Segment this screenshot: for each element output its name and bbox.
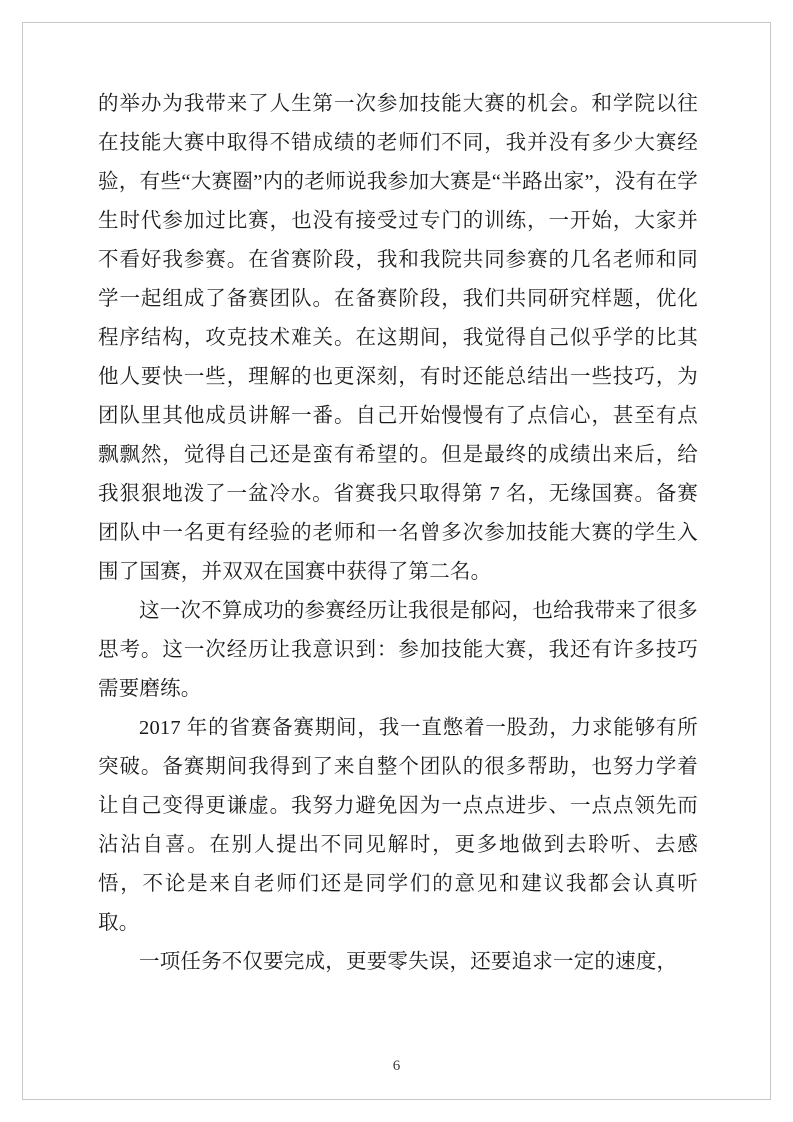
page-number: 6: [392, 1058, 401, 1074]
page-content: [98, 85, 698, 982]
paragraph-3: 2017 年的省赛备赛期间，我一直憋着一股劲，力求能够有所突破。备赛期间我得到了来自整个团队的很多帮助，也努力学着让自己变得更谦虚。我努力避免因为一点点进步、一点点领先而沾沾自喜。在别人提出不同见解时，更多地做到去聆听、去感悟，不论是来自老师们还是同学们的意见和建议我都会认真听取。: [98, 717, 698, 934]
paragraph-2: 这一次不算成功的参赛经历让我很是郁闷，也给我带来了很多思考。这一次经历让我意识到：参加技能大赛，我还有许多技巧需要磨练。: [98, 600, 698, 700]
paragraph-1: 的举办为我带来了人生第一次参加技能大赛的机会。和学院以往在技能大赛中取得不错成绩的老师们不同，我并没有多少大赛经验，有些“大赛圈”内的老师说我参加大赛是“半路出家”，没有在学生时代参加过比赛，也没有接受过专门的训练，一开始，大家并不看好我参赛。在省赛阶段，我和我院共同参赛的几名老师和同学一起组成了备赛团队。在备赛阶段，我们共同研究样题，优化程序结构，攻克技术难关。在这期间，我觉得自己似乎学的比其他人要快一些，理解的也更深刻，有时还能总结出一些技巧，为团队里其他成员讲解一番。自己开始慢慢有了点信心，甚至有点飘飘然，觉得自己还是蛮有希望的。但是最终的成绩出来后，给我狠狠地泼了一盆冷水。省赛我只取得第 7 名，无缘国赛。备赛团队中一名更有经验的老师和一名曾多次参加技能大赛的学生入围了国赛，并双双在国赛中获得了第二名。: [98, 93, 698, 583]
paragraph-4: 一项任务不仅要完成，更要零失误，还要追求一定的速度，: [139, 951, 678, 973]
